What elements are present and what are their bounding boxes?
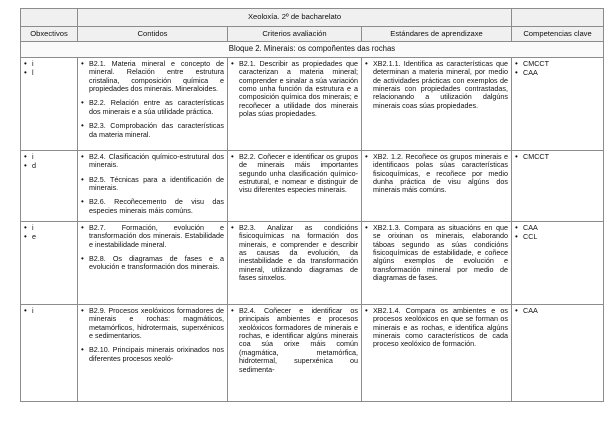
objectives-cell: [21, 304, 78, 401]
column-header-competences: Competencias clave: [512, 27, 604, 42]
contents-cell: [78, 150, 228, 221]
content-item: • B2.5. Técnicas para a identificación de minerais.: [81, 176, 224, 193]
objective-item: • i: [24, 307, 74, 315]
competences-cell: [512, 304, 604, 401]
standards-cell: [362, 221, 512, 304]
standards-cell: [362, 304, 512, 401]
competence-item: • CMCCT: [515, 153, 600, 161]
competences-cell: [512, 221, 604, 304]
competence-item: • CCL: [515, 233, 600, 241]
content-item: • B2.3. Comprobación das características da materia mineral.: [81, 122, 224, 139]
standards-cell: [362, 57, 512, 150]
objectives-cell: [21, 221, 78, 304]
objectives-cell: [21, 150, 78, 221]
content-item: • B2.4. Clasificación químico-estrutural dos minerais.: [81, 153, 224, 170]
objective-item: • d: [24, 162, 74, 170]
criteria-item: • B2.1. Describir as propiedades que caracterizan a materia mineral; comprender e sinalar a súa variación como unha función da estrutura e a composición química dos minerais; e recoñecer a utilidade dos minerais polas súas propiedades.: [231, 60, 358, 119]
competence-item: • CAA: [515, 69, 600, 77]
criteria-cell: [228, 57, 362, 150]
contents-cell: [78, 304, 228, 401]
standard-item: • XB2. 1.2. Recoñece os grupos minerais e identificaos polas súas características fisicoquímicas, e recoñece por medio dunha práctica de visu algúns dos minerais máis comúns.: [365, 153, 508, 195]
table-row: [21, 304, 604, 401]
table-row: [21, 221, 604, 304]
objective-item: • i: [24, 153, 74, 161]
content-item: • B2.8. Os diagramas de fases e a evolución e transformación dos minerais.: [81, 255, 224, 272]
content-item: • B2.10. Principais minerais orixinados nos diferentes procesos xeoló-: [81, 346, 224, 363]
curriculum-table: [20, 8, 604, 402]
criteria-item: • B2.2. Coñecer e identificar os grupos de minerais máis importantes segundo unha clasificación químico-estrutural, e nomear e distinguir de visu diferentes especies minerais.: [231, 153, 358, 195]
criteria-cell: [228, 304, 362, 401]
standard-item: • XB2.1.1. Identifica as características que determinan a materia mineral, por medio de actividades prácticas con exemplos de minerais con propiedades contrastadas, relacionando a utilización dalgúns minerais coas súas propiedades.: [365, 60, 508, 110]
criteria-cell: [228, 150, 362, 221]
competence-item: • CAA: [515, 307, 600, 315]
section-title: Bloque 2. Minerais: os compoñentes das rochas: [21, 42, 604, 57]
course-title: Xeoloxía. 2º de bacharelato: [78, 9, 512, 27]
standard-item: • XB2.1.4. Compara os ambientes e os procesos xeolóxicos en que se forman os minerais e as rochas, e identifica algúns minerais como característicos de cada proceso xeolóxico de formación.: [365, 307, 508, 349]
objective-item: • e: [24, 233, 74, 241]
standard-item: • XB2.1.3. Compara as situacións en que se orixinan os minerais, elaborando táboas segundo as súas condicións fisicoquímicas de estabilidade, e coñece algúns exemplos de evolución e transformación mineral por medio de diagramas de fases.: [365, 224, 508, 283]
content-item: • B2.9. Procesos xeolóxicos formadores de minerais e rochas: magmáticos, metamórficos, hidrotermais, superxénicos e sedimentarios.: [81, 307, 224, 341]
content-item: • B2.7. Formación, evolución e transformación dos minerais. Estabilidade e inestabilidade mineral.: [81, 224, 224, 249]
content-item: • B2.6. Recoñecemento de visu das especies minerais máis comúns.: [81, 198, 224, 215]
criteria-item: • B2.3. Analizar as condicións fisicoquímicas na formación dos minerais, e comprender e describir as causas da evolución, da inestabilidade e da transformación mineral, utilizando diagramas de fases sinxelos.: [231, 224, 358, 283]
objectives-cell: [21, 57, 78, 150]
contents-cell: [78, 57, 228, 150]
objective-item: • i: [24, 60, 74, 68]
competences-cell: [512, 57, 604, 150]
column-header-contents: Contidos: [78, 27, 228, 42]
content-item: • B2.1. Materia mineral e concepto de mineral. Relación entre estrutura cristalina, composición química e propiedades dos minerais. Mineraloides.: [81, 60, 224, 94]
table-row: [21, 57, 604, 150]
column-header-standards: Estándares de aprendizaxe: [362, 27, 512, 42]
header-empty-cell-right: [512, 9, 604, 27]
column-header-criteria: Criterios avaliación: [228, 27, 362, 42]
contents-cell: [78, 221, 228, 304]
competence-item: • CMCCT: [515, 60, 600, 68]
column-header-objectives: Obxectivos: [21, 27, 78, 42]
competences-cell: [512, 150, 604, 221]
objective-item: • l: [24, 69, 74, 77]
criteria-cell: [228, 221, 362, 304]
competence-item: • CAA: [515, 224, 600, 232]
table-row: [21, 150, 604, 221]
content-item: • B2.2. Relación entre as características dos minerais e a súa utilidade práctica.: [81, 99, 224, 116]
standards-cell: [362, 150, 512, 221]
header-empty-cell: [21, 9, 78, 27]
criteria-item: • B2.4. Coñecer e identificar os principais ambientes e procesos xeolóxicos formadores de minerais e rochas, e identificar algúns minerais coa súa orixe máis común (magmática, metamórfica, hidrotermal, superxénica ou sedimenta-: [231, 307, 358, 374]
objective-item: • i: [24, 224, 74, 232]
